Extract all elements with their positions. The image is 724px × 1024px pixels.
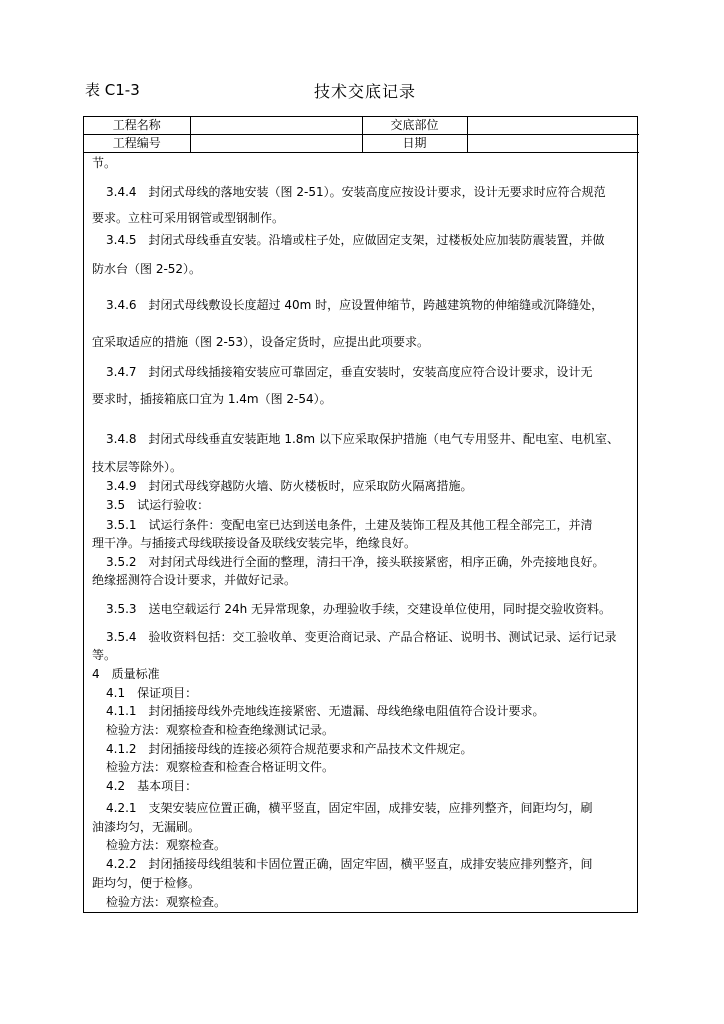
body-line: 3.5.4 验收资料包括：交工验收单、变更洽商记录、产品合格证、说明书、测试记录、运行记录	[106, 630, 617, 644]
form-title: 技术交底记录	[314, 82, 417, 101]
body-line: 3.4.6 封闭式母线敷设长度超过 40m 时，应设置伸缩节，跨越建筑物的伸缩缝或沉降缝处，	[106, 298, 604, 312]
body-line: 3.4.7 封闭式母线插接箱安装应可靠固定，垂直安装时，安装高度应符合设计要求，设计无	[106, 365, 593, 379]
body-line: 4.1 保证项目：	[106, 686, 198, 700]
body-line: 4 质量标准	[92, 667, 160, 681]
record-frame	[83, 116, 638, 913]
body-line: 节。	[92, 156, 117, 170]
body-line: 检验方法：观察检查和检查绝缘测试记录。	[106, 723, 335, 737]
body-line: 3.5 试运行验收：	[106, 498, 210, 512]
body-line: 防水台（图 2-52）。	[92, 262, 202, 276]
body-line: 要求时，插接箱底口宜为 1.4m（图 2-54）。	[92, 392, 332, 406]
body-line: 3.4.4 封闭式母线的落地安装（图 2-51）。安装高度应按设计要求，设计无要求时应符合规范	[106, 185, 606, 199]
project-number-label: 工程编号	[84, 135, 190, 153]
body-line: 4.1.1 封闭插接母线外壳地线连接紧密、无遗漏、母线绝缘电阻值符合设计要求。	[106, 704, 545, 718]
body-line: 4.2 基本项目：	[106, 779, 198, 793]
form-number: 表 C1-3	[85, 81, 140, 99]
body-line: 4.2.1 支架安装应位置正确，横平竖直，固定牢固，成排安装，应排列整齐，间距均匀，刷	[106, 801, 593, 815]
location-label: 交底部位	[362, 117, 467, 135]
body-line: 3.4.5 封闭式母线垂直安装。沿墙或柱子处，应做固定支架，过楼板处应加装防震装置，并做	[106, 233, 605, 247]
body-line: 检验方法：观察检查和检查合格证明文件。	[106, 760, 335, 774]
body-line: 绝缘摇测符合设计要求，并做好记录。	[92, 573, 297, 587]
body-line: 3.5.2 对封闭式母线进行全面的整理，清扫干净，接头联接紧密，相序正确，外壳接地良好。	[106, 555, 605, 569]
body-line: 检验方法：观察检查。	[106, 895, 227, 909]
body-line: 宜采取适应的措施（图 2-53），设备定货时，应提出此项要求。	[92, 335, 430, 349]
body-line: 4.1.2 封闭插接母线的连接必须符合规范要求和产品技术文件规定。	[106, 742, 473, 756]
body-text	[84, 117, 637, 912]
body-line: 3.4.9 封闭式母线穿越防火墙、防火楼板时，应采取防火隔离措施。	[106, 479, 473, 493]
date-label: 日期	[362, 135, 467, 153]
body-line: 等。	[92, 648, 117, 662]
body-line: 检验方法：观察检查。	[106, 838, 227, 852]
body-line: 距均匀，便于检修。	[92, 876, 201, 890]
body-line: 3.5.1 试运行条件：变配电室已达到送电条件，土建及装饰工程及其他工程全部完工，并清	[106, 518, 593, 532]
body-line: 4.2.2 封闭插接母线组装和卡固位置正确，固定牢固，横平竖直，成排安装应排列整齐，间	[106, 857, 593, 871]
body-line: 3.5.3 送电空载运行 24h 无异常现象，办理验收手续，交建设单位使用，同时提交验收资料。	[106, 602, 612, 616]
body-line: 理干净。与插接式母线联接设备及联线安装完毕，绝缘良好。	[92, 536, 417, 550]
body-line: 3.4.8 封闭式母线垂直安装距地 1.8m 以下应采取保护措施（电气专用竖井、配电室、电机室、	[106, 432, 619, 446]
body-line: 技术层等除外）。	[92, 460, 183, 474]
body-line: 要求。立柱可采用钢管或型钢制作。	[92, 211, 285, 225]
body-line: 油漆均匀，无漏刷。	[92, 820, 201, 834]
project-name-label: 工程名称	[84, 117, 190, 135]
